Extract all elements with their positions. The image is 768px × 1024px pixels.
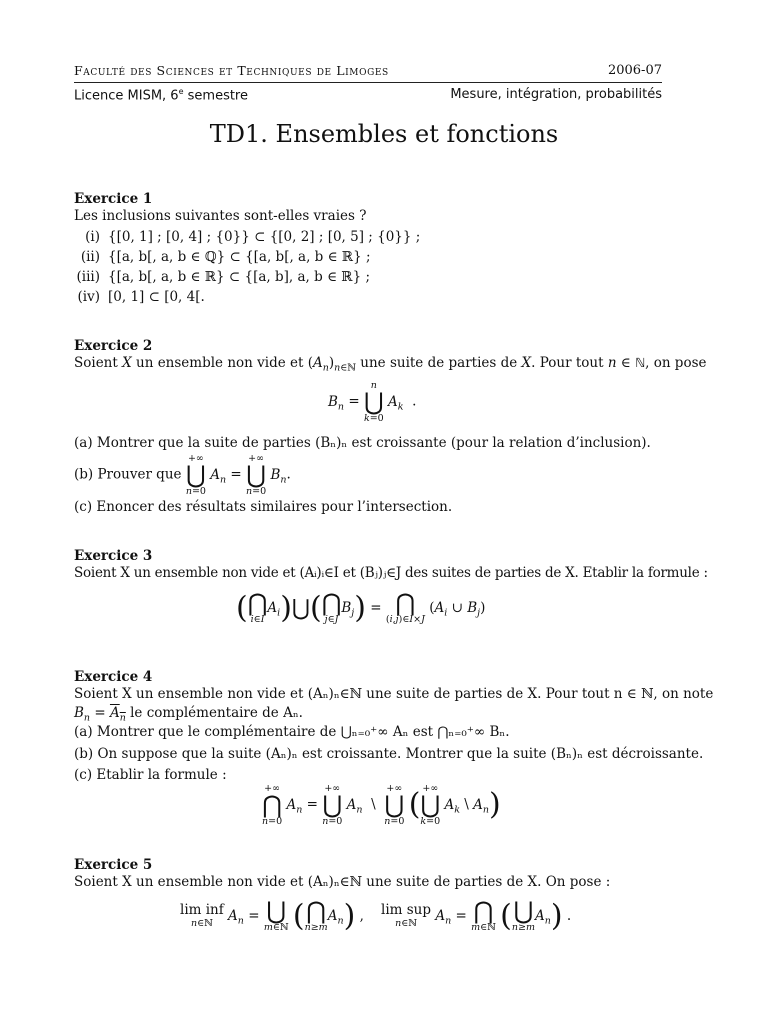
formula-intersection: +∞ ⋂ n=0 $A_n$ = +∞ ⋃ n=0 $A_n$ \ +∞ ⋃ n=0 ( +∞ ⋃ k=0 $A_k$ \ $A_n$) (262, 783, 501, 827)
exercise-2-item-b: (b) Prouver que +∞ ⋃ n=0 $A_n$ = +∞ ⋃ n=0 $B_n$. (74, 453, 291, 497)
exercise-2-heading: Exercice 2 (74, 338, 153, 354)
page-title: TD1. Ensembles et fonctions (209, 120, 559, 148)
exercise-4-item-b: (b) On suppose que la suite (Aₙ)ₙ est croissante. Montrer que la suite (Bₙ)ₙ est décroissante. (74, 746, 704, 762)
licence-label: Licence MISM, 6e semestre (74, 87, 248, 104)
ex1-item-text: {[a, b[, a, b ∈ ℚ} ⊂ {[a, b[, a, b ∈ ℝ} ; (108, 249, 371, 265)
exercise-4-intro: Soient X un ensemble non vide et (Aₙ)ₙ∈ℕ une suite de parties de X. Pour tout n ∈ ℕ, on note (74, 686, 714, 702)
header-rule (74, 82, 662, 83)
ex1-item-text: {[0, 1] ; [0, 4] ; {0}} ⊂ {[0, 2] ; [0, 5] ; {0}} ; (108, 229, 421, 245)
ex1-item-label: (ii) (80, 249, 100, 265)
exercise-2-item-c: (c) Enoncer des résultats similaires pour l’intersection. (74, 499, 453, 515)
faculty-name: Faculté des Sciences et Techniques de Limoges (74, 63, 389, 78)
exercise-4-item-c: (c) Etablir la formule : (74, 767, 227, 783)
ex1-item-text: {[a, b[, a, b ∈ ℝ} ⊂ {[a, b], a, b ∈ ℝ} ; (108, 269, 371, 285)
exercise-1-intro: Les inclusions suivantes sont-elles vraies ? (74, 208, 367, 224)
formula-distributivity: ( ⋂ i∈I $A_i)⋃$( ⋂ j∈J $B_j$) = ⋂ (i,j)∈I×J ($A_i$ ∪ $B_j$) (236, 589, 486, 626)
exercise-4-item-a: (a) Montrer que le complémentaire de ⋃ₙ₌₀⁺∞ Aₙ est ⋂ₙ₌₀⁺∞ Bₙ. (74, 724, 510, 740)
ex1-item-label: (iii) (76, 269, 100, 285)
ex1-item-label: (iv) (77, 289, 100, 305)
ex1-item-label: (i) (85, 229, 100, 245)
exercise-2-intro: Soient X un ensemble non vide et $(A_n)_{n\in ℕ}$ une suite de parties de X. Pour tout n ∈ ℕ, on pose (74, 355, 707, 374)
academic-year: 2006-07 (607, 63, 662, 78)
exercise-4-intro-2: $B_n = A_n$ le complémentaire de Aₙ. (74, 705, 303, 724)
exercise-5-heading: Exercice 5 (74, 857, 153, 873)
formula-liminf-limsup: lim inf n∈ℕ $A_n$ = ⋃ m∈ℕ ( ⋂ n≥m $A_n$) , lim sup n∈ℕ $A_n$ = ⋂ m∈ℕ ( ⋃ n≥m $A_n$) . (180, 897, 572, 934)
exercise-2-item-a: (a) Montrer que la suite de parties (Bₙ)ₙ est croissante (pour la relation d’inclusion). (74, 435, 651, 451)
exercise-4-heading: Exercice 4 (74, 669, 153, 685)
exercise-3-heading: Exercice 3 (74, 548, 153, 564)
exercise-1-heading: Exercice 1 (74, 191, 153, 207)
ex1-item-text: [0, 1] ⊂ [0, 4[. (108, 289, 205, 305)
exercise-5-intro: Soient X un ensemble non vide et (Aₙ)ₙ∈ℕ une suite de parties de X. On pose : (74, 874, 611, 890)
exercise-3-intro: Soient X un ensemble non vide et (Aᵢ)ᵢ∈I et (Bⱼ)ⱼ∈J des suites de parties de X. Etablir la formule : (74, 565, 708, 581)
formula-bn: $B_n$ = n ⋃ k=0 $A_k$ . (328, 380, 417, 424)
course-name: Mesure, intégration, probabilités (450, 87, 662, 102)
